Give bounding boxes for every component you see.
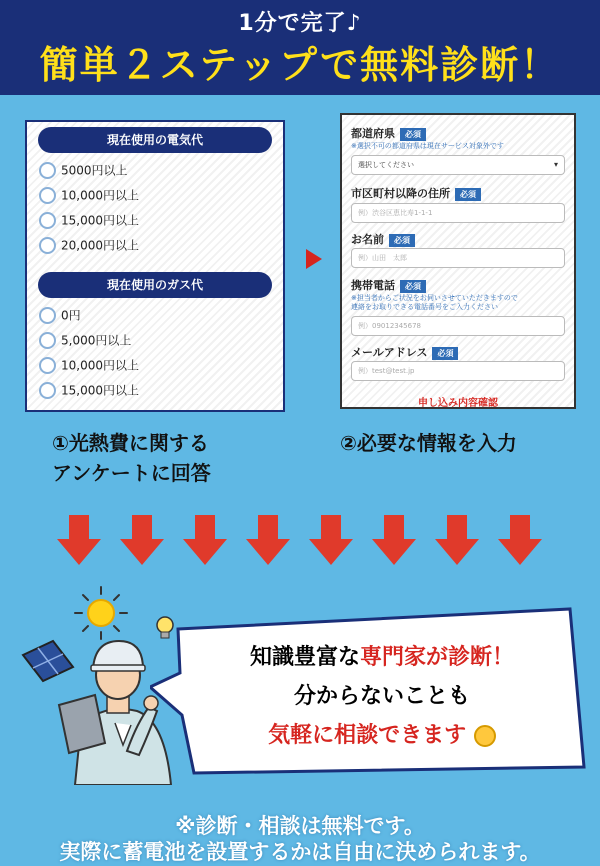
laptop-icon (59, 695, 105, 753)
gas-section-title: 現在使用のガス代 (38, 272, 272, 298)
electric-option[interactable]: 20,000円以上 (39, 236, 139, 254)
radio-icon[interactable] (39, 187, 56, 204)
chevron-down-icon: ▾ (553, 160, 558, 169)
step1-caption: ①光熱費に関する アンケートに回答 (52, 431, 211, 485)
radio-icon[interactable] (39, 332, 56, 349)
required-badge: 必須 (400, 128, 426, 141)
sun-icon (75, 587, 127, 639)
address-label: 市区町村以降の住所 必須 (351, 185, 481, 201)
speech-bubble (178, 603, 586, 777)
electric-option[interactable]: 10,000円以上 (39, 186, 139, 204)
solar-panel-icon (23, 641, 73, 681)
down-arrow-icon (435, 515, 479, 565)
info-form-panel (340, 113, 576, 409)
down-arrow-icon (120, 515, 164, 565)
prefecture-label: 都道府県 必須 (351, 125, 426, 141)
electric-option[interactable]: 15,000円以上 (39, 211, 139, 229)
footer-line-1: ※診断・相談は無料です。 (175, 814, 425, 838)
gas-option[interactable]: 15,000円以上 (39, 381, 139, 399)
header-banner (0, 0, 600, 95)
radio-icon[interactable] (39, 162, 56, 179)
down-arrow-icon (309, 515, 353, 565)
next-arrow-icon (306, 249, 322, 269)
name-input[interactable]: 例）山田 太郎 (351, 248, 565, 268)
gas-option[interactable]: 10,000円以上 (39, 356, 139, 374)
radio-icon[interactable] (39, 357, 56, 374)
bubble-line-2: 分からないことも (293, 684, 470, 709)
bubble-line-1: 知識豊富な専門家が診断！ (249, 645, 515, 670)
prefecture-note: ※選択不可の都道府県は現在サービス対象外です (351, 142, 504, 150)
header-title: 簡単２ステップで無料診断！ (39, 43, 561, 87)
electric-section-title: 現在使用の電気代 (38, 127, 272, 153)
header-subtitle: 1分で完了♪ (238, 11, 362, 36)
down-arrow-icon (498, 515, 542, 565)
radio-icon[interactable] (39, 212, 56, 229)
gas-option[interactable]: 0円 (39, 306, 81, 324)
down-arrow-icon (57, 515, 101, 565)
phone-label: 携帯電話 必須 (351, 277, 426, 293)
address-input[interactable]: 例）渋谷区恵比寿1-1-1 (351, 203, 565, 223)
down-arrow-icon (372, 515, 416, 565)
survey-panel (25, 120, 285, 412)
required-badge: 必須 (455, 188, 481, 201)
radio-icon[interactable] (39, 382, 56, 399)
down-arrow-icon (246, 515, 290, 565)
step2-caption: ②必要な情報を入力 (340, 431, 517, 455)
electric-option[interactable]: 5000円以上 (39, 161, 128, 179)
confirm-button[interactable]: 申し込み内容確認 (418, 398, 498, 409)
phone-note-2: 連絡をお取りできる電話番号をご入力ください (351, 303, 498, 311)
ok-hand-icon (474, 725, 496, 747)
bubble-line-3: 気軽に相談できます (178, 718, 586, 749)
email-input[interactable]: 例）test@test.jp (351, 361, 565, 381)
gas-option[interactable]: 5,000円以上 (39, 331, 131, 349)
phone-input[interactable]: 例）09012345678 (351, 316, 565, 336)
required-badge: 必須 (400, 280, 426, 293)
radio-icon[interactable] (39, 307, 56, 324)
required-badge: 必須 (389, 234, 415, 247)
email-label: メールアドレス 必須 (351, 344, 458, 360)
footer-line-2: 実際に蓄電池を設置するかは自由に決められます。 (59, 840, 541, 864)
required-badge: 必須 (432, 347, 458, 360)
phone-note-1: ※担当者からご状況をお伺いさせていただきますので (351, 294, 518, 302)
down-arrow-icon (183, 515, 227, 565)
name-label: お名前 必須 (351, 231, 415, 247)
prefecture-select[interactable]: 選択してください ▾ (351, 155, 565, 175)
radio-icon[interactable] (39, 237, 56, 254)
